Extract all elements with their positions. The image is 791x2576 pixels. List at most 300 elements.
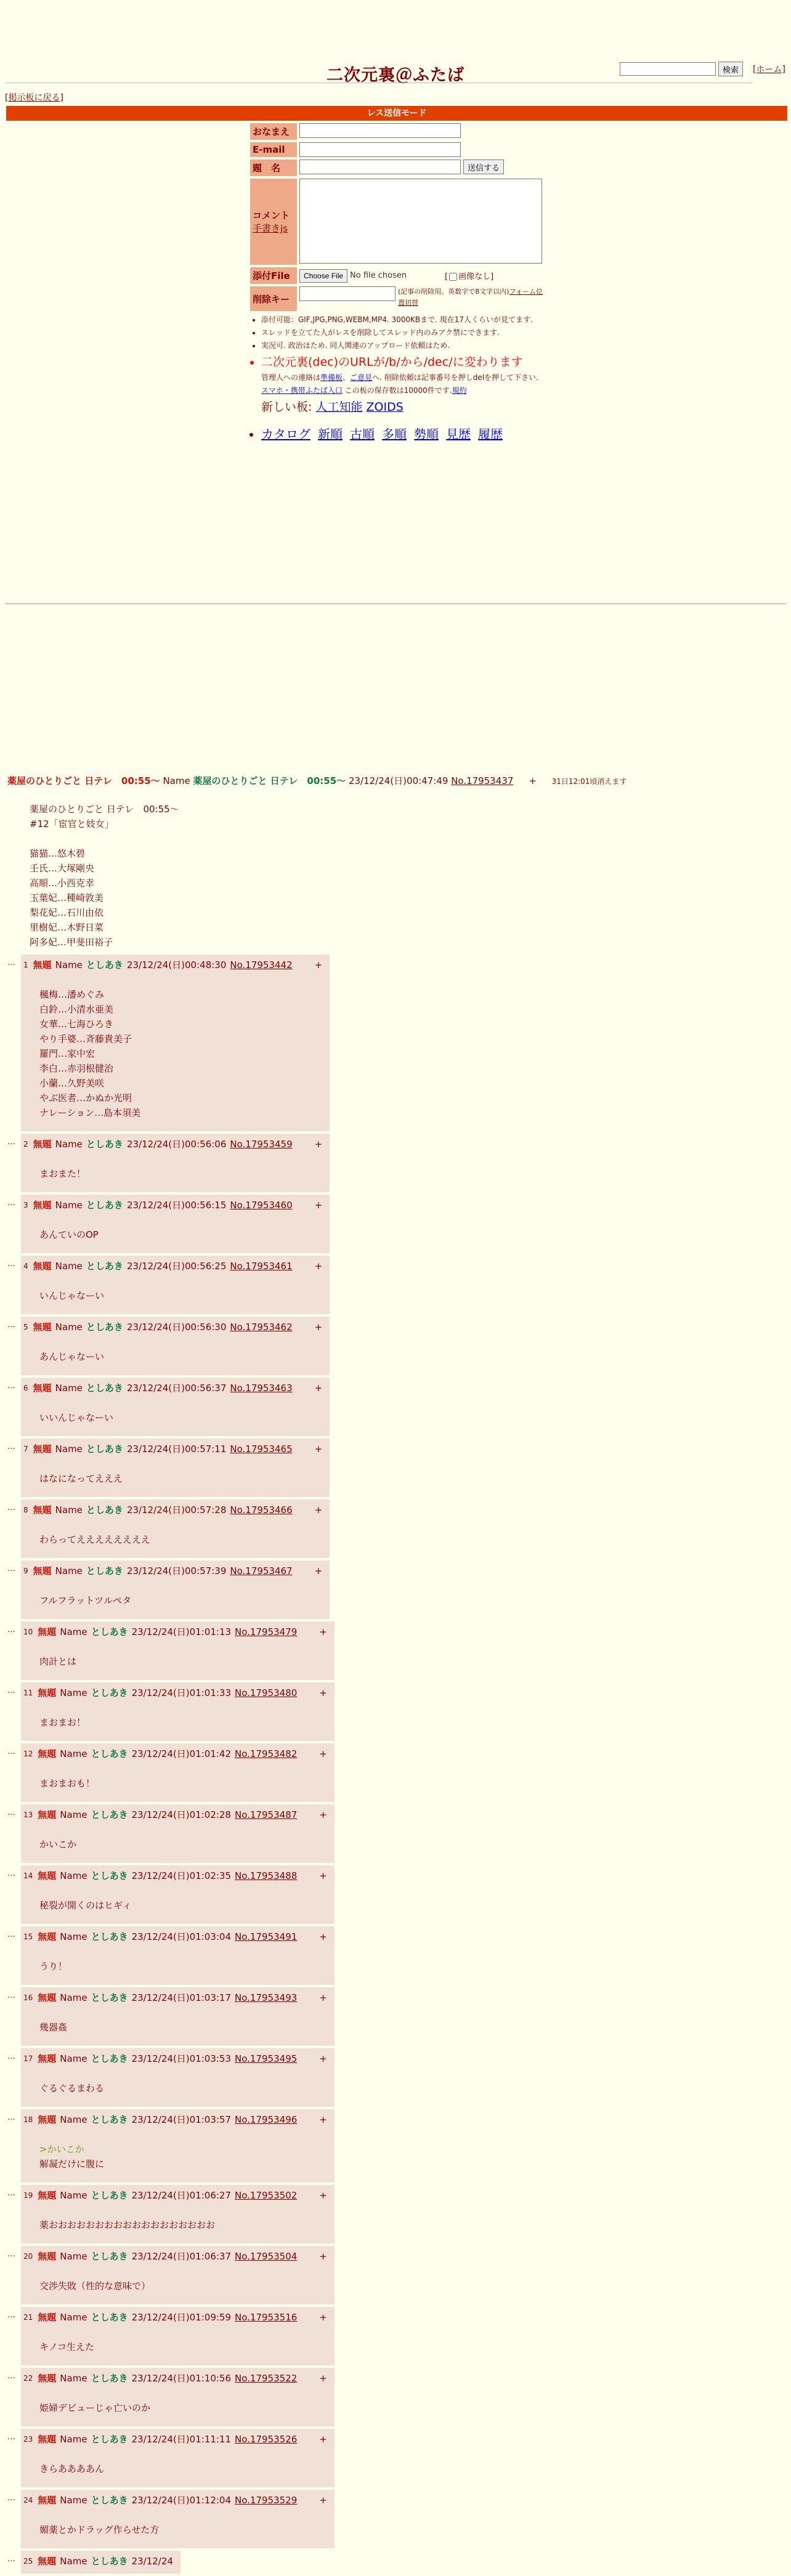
reply-row: [7, 2551, 352, 2574]
op-body-line: 猫猫…悠木碧: [30, 848, 86, 859]
reply-text: 楓梅…潘めぐみ 白鈴…小清水亜美 女華…七海ひろき やり手婆…斉藤貴美子 羅門…家中宏 李白…赤羽根健治 小蘭…久野美咲 やぶ医者…かぬか光明 ナレーション…島本須美: [39, 989, 141, 1118]
reply-body: [39, 2461, 327, 2476]
terms-link[interactable]: 規約: [452, 386, 467, 395]
reply-subject: 無題: [33, 1504, 52, 1516]
reply-box: [21, 2429, 335, 2487]
reply-name-label: Name: [55, 1565, 83, 1577]
reply-dots: …: [7, 1869, 15, 1878]
reply-date: 23/12/24(日)01:10:56: [131, 2373, 232, 2384]
reply-row: [7, 955, 352, 1131]
reply-plus-button[interactable]: +: [319, 1870, 327, 1881]
reply-name: としあき: [91, 1931, 128, 1942]
reply-plus-button[interactable]: +: [319, 1626, 327, 1637]
reply-number-link[interactable]: No.17953442: [230, 959, 293, 971]
reply-date: 23/12/24(日)01:11:11: [131, 2434, 232, 2445]
reply-date: 23/12/24(日)01:02:28: [131, 1809, 232, 1820]
reply-row: [7, 1926, 352, 1985]
search-input[interactable]: [620, 62, 716, 76]
admin-notice-sep: 、: [343, 373, 351, 382]
reply-date: 23/12/24(日)01:12:04: [131, 2495, 232, 2506]
reply-number-link[interactable]: No.17953465: [230, 1443, 293, 1455]
reply-text: 姫婦デビューじゃ亡いのか: [39, 2402, 151, 2413]
reply-row: [7, 1987, 352, 2046]
reply-subject: 無題: [38, 1870, 57, 1881]
reply-name-label: Name: [60, 1687, 87, 1698]
reply-subject: 無題: [38, 2312, 57, 2323]
reply-text: きらああああん: [39, 2463, 105, 2474]
reply-name-label: Name: [55, 1504, 83, 1516]
reply-index: 12: [23, 1749, 33, 1758]
reply-name: としあき: [91, 1809, 128, 1820]
reply-plus-button[interactable]: +: [319, 2250, 327, 2262]
reply-body: [39, 1471, 322, 1486]
reply-row: [7, 1804, 352, 1863]
reply-name-label: Name: [60, 1748, 87, 1759]
reply-subject: 無題: [33, 1139, 52, 1150]
reply-index: 8: [23, 1505, 28, 1514]
reply-plus-button[interactable]: +: [314, 1382, 323, 1394]
reply-dots: …: [7, 1381, 15, 1391]
reply-number-link[interactable]: No.17953480: [235, 1687, 298, 1698]
reply-subject: 無題: [38, 2053, 57, 2064]
reply-plus-button[interactable]: +: [314, 1260, 323, 1272]
nav-link-5[interactable]: 見歴: [446, 427, 471, 442]
reply-body: [39, 1593, 322, 1608]
reply-index: 4: [23, 1261, 28, 1270]
reply-name-label: Name: [60, 2433, 87, 2445]
reply-box: [21, 1439, 330, 1497]
reply-text: 薬おおおおおおおおおおおおおおおおおお: [39, 2219, 216, 2231]
reply-plus-button[interactable]: +: [319, 1748, 327, 1759]
op-body-line: 壬氏…大塚剛央: [30, 863, 95, 874]
reply-body: [39, 1166, 322, 1181]
reply-row: [7, 1378, 352, 1436]
reply-form: おなまえ E-mail 題 名 送信する コメント 手書きjs 添付File Choose File No file chosen [ 画像なし] 削除キー (記事の削除用。英数字で8文字以内)フォーム位置切替: [250, 123, 546, 313]
reply-date: 23/12/24(日)01:01:33: [131, 1687, 232, 1698]
reply-dots: …: [7, 1625, 15, 1634]
reply-body: [39, 2020, 327, 2035]
admin-notice-text: 管理人への連絡は: [261, 373, 321, 382]
reply-index: 5: [23, 1322, 28, 1331]
reply-date: 23/12/24(日)00:48:30: [126, 959, 227, 971]
reply-plus-button[interactable]: +: [319, 1809, 327, 1820]
op-body-line: 高順…小西克幸: [30, 878, 95, 889]
op-expire: 31日12:01頃消えます: [551, 777, 627, 786]
reply-text: 幾器姦: [39, 2022, 68, 2033]
reply-row: [7, 2490, 352, 2548]
op-subject: 薬屋のひとりごと 日テレ 00:55〜: [7, 775, 160, 786]
nav-link-3[interactable]: 多順: [382, 427, 407, 442]
reply-index: 10: [23, 1627, 33, 1636]
reply-subject: 無題: [38, 2556, 57, 2567]
no-image-checkbox[interactable]: [449, 273, 457, 281]
reply-dots: …: [7, 2493, 15, 2503]
op-number-link[interactable]: No.17953437: [451, 775, 514, 786]
reply-subject: 無題: [33, 959, 52, 971]
reply-index: 17: [23, 2054, 33, 2063]
mobile-entry-link[interactable]: スマホ・携帯ふたば入口: [261, 386, 343, 395]
reply-box: [21, 2368, 335, 2426]
reply-name: としあき: [91, 2495, 128, 2506]
reply-dots: …: [7, 2250, 15, 2259]
reply-row: [7, 1561, 352, 1619]
reply-dots: …: [7, 1808, 15, 1817]
op-name: 薬屋のひとりごと 日テレ 00:55〜: [193, 775, 346, 786]
reply-date: 23/12/24(日)01:01:13: [131, 1626, 232, 1637]
reply-index: 21: [23, 2312, 33, 2322]
search-button[interactable]: 検索: [718, 62, 743, 76]
nav-link-1[interactable]: 新順: [318, 427, 343, 442]
reply-plus-button[interactable]: +: [319, 1931, 327, 1942]
form-position-toggle[interactable]: フォーム位置切替: [398, 288, 543, 307]
reply-number-link[interactable]: No.17953496: [235, 2114, 298, 2125]
reply-box: [21, 1865, 335, 1924]
reply-index: 3: [23, 1200, 28, 1209]
reply-date: 23/12/24(日)01:03:57: [131, 2114, 232, 2125]
reply-index: 25: [23, 2556, 33, 2566]
reply-date: 23/12/24(日)01:06:37: [131, 2251, 232, 2262]
admin-notice-tail: へ. 削除依頼は記事番号を押しdelを押して下さい.: [372, 373, 538, 382]
reply-subject: 無題: [33, 1565, 52, 1577]
op-body-line: 薬屋のひとりごと 日テレ 00:55〜: [30, 804, 179, 815]
reply-index: 18: [23, 2115, 33, 2124]
reply-body: [39, 2522, 327, 2537]
op-body-line: #12「宦官と妓女」: [30, 818, 114, 830]
reply-date: 23/12/24(日)00:56:37: [126, 1383, 227, 1394]
reply-dots: …: [7, 2052, 15, 2061]
delkey-hint: (記事の削除用。英数字で8文字以内): [398, 288, 509, 296]
reply-body: [39, 1898, 327, 1913]
reply-dots: …: [7, 1686, 15, 1695]
op-date: 23/12/24(日)00:47:49: [348, 775, 448, 786]
reply-number-link[interactable]: No.17953463: [230, 1382, 293, 1394]
reply-number-link[interactable]: No.17953459: [230, 1138, 293, 1150]
reply-dots: …: [7, 1564, 15, 1573]
no-image-label: 画像なし: [458, 272, 491, 281]
reply-index: 15: [23, 1932, 33, 1941]
reply-quote: >かいこか: [39, 2144, 84, 2155]
reply-row: [7, 1621, 352, 1680]
home-link[interactable]: [ホーム]: [753, 65, 785, 75]
reply-row: [7, 1195, 352, 1253]
reply-subject: 無題: [38, 1626, 57, 1637]
reply-name-label: Name: [60, 2114, 87, 2125]
reply-box: [21, 1195, 330, 1253]
reply-plus-button[interactable]: +: [319, 2311, 327, 2323]
mobile-notice: [261, 385, 595, 395]
comment-field[interactable]: [299, 179, 542, 264]
top-search: [620, 62, 743, 76]
reply-subject: 無題: [33, 1200, 52, 1211]
reply-number-link[interactable]: No.17953516: [235, 2311, 298, 2323]
reply-number-link[interactable]: No.17953495: [235, 2053, 298, 2064]
reply-number-link[interactable]: No.17953522: [235, 2372, 298, 2384]
reply-plus-button[interactable]: +: [314, 1199, 323, 1211]
reply-dots: …: [7, 1747, 15, 1756]
reply-number-link[interactable]: No.17953466: [230, 1504, 293, 1516]
reply-text: キノコ生えた: [39, 2341, 94, 2352]
reply-dots: …: [7, 1930, 15, 1939]
reply-name: としあき: [86, 1261, 123, 1272]
reply-plus-button[interactable]: +: [319, 2494, 327, 2506]
reply-date: 23/12/24(日)01:03:53: [131, 2053, 232, 2064]
reply-name-label: Name: [60, 1931, 87, 1942]
reply-number-link[interactable]: No.17953493: [235, 1992, 298, 2003]
reply-row: [7, 1317, 352, 1375]
reply-number-link[interactable]: No.17953479: [235, 1626, 298, 1637]
op-body-line: 里樹妃…木野日菜: [30, 922, 104, 933]
reply-box: [21, 1987, 335, 2046]
board-rules: [250, 314, 595, 445]
reply-dots: …: [7, 958, 15, 967]
reply-row: [7, 1134, 352, 1192]
reply-number-link[interactable]: No.17953460: [230, 1199, 293, 1211]
reply-row: [7, 2109, 352, 2182]
reply-subject: 無題: [38, 1748, 57, 1759]
reply-box: [21, 2048, 335, 2107]
reply-text: フルフラットツルペタ: [39, 1595, 132, 1606]
reply-body: [39, 1959, 327, 1974]
reply-text: 肉計とは: [39, 1656, 77, 1667]
reply-number-link[interactable]: No.17953461: [230, 1260, 293, 1272]
reply-number-link[interactable]: No.17953482: [235, 1748, 298, 1759]
reply-name-label: Name: [60, 2250, 87, 2262]
reply-number-link[interactable]: No.17953502: [235, 2189, 298, 2201]
reply-number-link[interactable]: No.17953491: [235, 1931, 298, 1942]
reply-plus-button[interactable]: +: [314, 1138, 323, 1150]
reply-plus-button[interactable]: +: [314, 1321, 323, 1333]
reply-body: [39, 2279, 327, 2293]
reply-dots: …: [7, 2113, 15, 2122]
reply-index: 2: [23, 1139, 28, 1149]
reply-name-label: Name: [55, 1199, 83, 1211]
reply-name: としあき: [91, 1870, 128, 1881]
reply-mode-bar: レス送信モード: [6, 106, 787, 121]
reply-body: [39, 1349, 322, 1364]
sort-nav: [261, 424, 595, 442]
back-to-board-link[interactable]: [掲示板に戻る]: [5, 93, 63, 103]
reply-text: あんじゃなーい: [39, 1351, 105, 1362]
reply-plus-button[interactable]: +: [319, 2053, 327, 2064]
comment-label-cell: [250, 179, 297, 265]
reply-text: いんじゃなーい: [39, 1290, 105, 1301]
reply-body: [39, 2081, 327, 2096]
reply-index: 24: [23, 2495, 33, 2505]
reply-box: [21, 1804, 335, 1863]
reply-plus-button[interactable]: +: [319, 2433, 327, 2445]
reply-box: [21, 1134, 330, 1192]
reply-name-label: Name: [60, 2494, 87, 2506]
reply-index: 7: [23, 1444, 28, 1453]
reply-date: 23/12/24(日)00:57:11: [126, 1443, 227, 1455]
reply-index: 6: [23, 1383, 28, 1392]
reply-plus-button[interactable]: +: [319, 1992, 327, 2003]
reply-date: 23/12/24(日)00:56:30: [126, 1322, 227, 1333]
name-field[interactable]: [299, 123, 461, 138]
reply-name: としあき: [91, 1687, 128, 1698]
reply-plus-button[interactable]: +: [319, 2189, 327, 2201]
feedback-link[interactable]: ご意見: [350, 373, 373, 382]
reply-subject: 無題: [33, 1261, 52, 1272]
new-board-ai-link[interactable]: 人工知能: [315, 400, 363, 414]
reply-plus-button[interactable]: +: [319, 1687, 327, 1698]
reply-text: まおまおも！: [39, 1778, 95, 1789]
reply-box: [21, 1317, 330, 1375]
reply-dots: …: [7, 1137, 15, 1147]
reply-text: 解凝だけに腹に: [39, 2158, 105, 2170]
reply-body: [39, 2400, 327, 2415]
admin-notice: [261, 372, 595, 382]
reply-body: [39, 2218, 327, 2232]
reply-plus-button[interactable]: +: [314, 1504, 323, 1516]
reply-number-link[interactable]: No.17953462: [230, 1321, 293, 1333]
subject-field[interactable]: [299, 159, 461, 174]
reply-name-label: Name: [55, 1260, 83, 1272]
reply-index: 9: [23, 1566, 28, 1575]
reply-subject: 無題: [33, 1443, 52, 1455]
reply-text: 媚薬とかドラッグ作らせた方: [39, 2524, 160, 2535]
reply-name: としあき: [91, 2190, 128, 2201]
reply-text: まおまた！: [39, 1168, 86, 1179]
reply-name-label: Name: [55, 1382, 83, 1394]
reply-name: としあき: [86, 1322, 123, 1333]
reply-body: [39, 1654, 327, 1669]
reply-dots: …: [7, 1320, 15, 1330]
reply-box: [21, 1561, 330, 1619]
reply-number-link[interactable]: No.17953488: [235, 1870, 298, 1881]
reply-box: [21, 1926, 335, 1985]
file-status: No file chosen: [350, 271, 407, 280]
handwrite-link[interactable]: 手書きjs: [253, 223, 288, 234]
new-boards-label: 新しい板:: [261, 400, 312, 414]
reply-box: [21, 1743, 335, 1802]
submit-button[interactable]: 送信する: [463, 159, 504, 174]
reply-subject: 無題: [38, 2434, 57, 2445]
reply-number-link[interactable]: No.17953529: [235, 2494, 298, 2506]
reply-name-label: Name: [60, 1626, 87, 1637]
op-body-line: 梨花妃…石川由依: [30, 907, 104, 918]
op-plus-button[interactable]: +: [529, 775, 537, 786]
reply-name-label: Name: [60, 2372, 87, 2384]
reply-plus-button[interactable]: +: [314, 1443, 323, 1455]
reply-name: としあき: [86, 1200, 123, 1211]
reply-subject: 無題: [38, 2251, 57, 2262]
reply-plus-button[interactable]: +: [319, 2114, 327, 2125]
reply-dots: …: [7, 1259, 15, 1269]
reply-subject: 無題: [33, 1383, 52, 1394]
rules-list: [250, 314, 595, 350]
reply-box: [21, 2185, 335, 2243]
email-field[interactable]: [299, 142, 461, 157]
op-name-label: Name: [163, 775, 190, 786]
reply-dots: …: [7, 1503, 15, 1512]
reply-name: としあき: [91, 1748, 128, 1759]
reply-date: 23/12/24(日)01:03:04: [131, 1931, 232, 1942]
new-boards: [261, 398, 595, 414]
reply-name-label: Name: [55, 1138, 83, 1150]
reply-text: いいんじゃなーい: [39, 1412, 114, 1423]
reply-index: 11: [23, 1688, 33, 1697]
reply-row: [7, 2185, 352, 2243]
reply-body: [39, 1410, 322, 1425]
reply-dots: …: [7, 2189, 15, 2198]
reply-date: 23/12/24(日)01:02:35: [131, 1870, 232, 1881]
nav-link-0[interactable]: カタログ: [261, 427, 310, 442]
delete-key-field[interactable]: [299, 286, 396, 301]
reply-name: としあき: [91, 2434, 128, 2445]
reply-date: 23/12/24(日)01:01:42: [131, 1748, 232, 1759]
comment-label: コメント: [253, 210, 290, 221]
reply-date: 23/12/24(日)00:56:15: [126, 1200, 227, 1211]
reply-body: [39, 1776, 327, 1791]
nav-link-4[interactable]: 勢順: [414, 427, 439, 442]
reply-date: 23/12/24(日)00:56:06: [126, 1139, 227, 1150]
reply-subject: 無題: [38, 1809, 57, 1820]
reply-body: [39, 1532, 322, 1547]
reply-box: [21, 1256, 330, 1314]
reply-row: [7, 1256, 352, 1314]
reply-box: [21, 2551, 181, 2574]
reply-index: 14: [23, 1871, 33, 1880]
op-body: [30, 802, 790, 950]
reply-name-label: Name: [60, 2311, 87, 2323]
reply-subject: 無題: [38, 2190, 57, 2201]
rule-item: • 実況可. 政治ほため. 同人関連のアップロード依頼はため.: [261, 340, 595, 350]
reply-plus-button[interactable]: +: [314, 1565, 323, 1577]
reply-body: [39, 2142, 327, 2171]
reply-box: [21, 1500, 330, 1558]
reply-box: [21, 2490, 335, 2548]
reply-text: はなになってえええ: [39, 1473, 123, 1484]
reply-number-link[interactable]: No.17953526: [235, 2433, 298, 2445]
reply-index: 16: [23, 1993, 33, 2002]
reply-box: [21, 1621, 335, 1680]
reply-row: [7, 2429, 352, 2487]
reply-index: 20: [23, 2251, 33, 2261]
reply-subject: 無題: [38, 2495, 57, 2506]
reply-number-link[interactable]: No.17953504: [235, 2250, 298, 2262]
url-change-notice: • 二次元裏(dec)のURLが/b/から/dec/に変わります: [261, 353, 595, 369]
reply-box: [21, 2246, 335, 2304]
reply-name: としあき: [91, 1626, 128, 1637]
reply-name: としあき: [86, 959, 123, 971]
reply-row: [7, 2246, 352, 2304]
reply-body: [39, 1288, 322, 1303]
new-board-zoids-link[interactable]: ZOIDS: [366, 400, 404, 414]
reply-body: [39, 1837, 327, 1852]
reply-plus-button[interactable]: +: [319, 2372, 327, 2384]
reply-name: としあき: [91, 2312, 128, 2323]
reply-text: ぐるぐるまわる: [39, 2083, 105, 2094]
reply-name-label: Name: [55, 959, 83, 971]
reply-name: としあき: [86, 1443, 123, 1455]
reply-dots: …: [7, 1442, 15, 1452]
op-body-line: [30, 831, 790, 846]
op-post: [7, 774, 790, 950]
reply-name: としあき: [91, 2556, 128, 2567]
file-label: 添付File: [250, 267, 297, 284]
reply-name: としあき: [91, 2114, 128, 2125]
reply-number-link[interactable]: No.17953487: [235, 1809, 298, 1820]
prep-board-link[interactable]: 準備板: [320, 373, 343, 382]
choose-file-button[interactable]: Choose File: [299, 269, 347, 283]
reply-number-link[interactable]: No.17953467: [230, 1565, 293, 1577]
nav-link-2[interactable]: 古順: [350, 427, 375, 442]
reply-date: 23/12/24(日)00:57:39: [126, 1565, 227, 1577]
reply-plus-button[interactable]: +: [314, 959, 323, 971]
name-label: おなまえ: [250, 123, 297, 140]
nav-link-6[interactable]: 履歴: [478, 427, 503, 442]
